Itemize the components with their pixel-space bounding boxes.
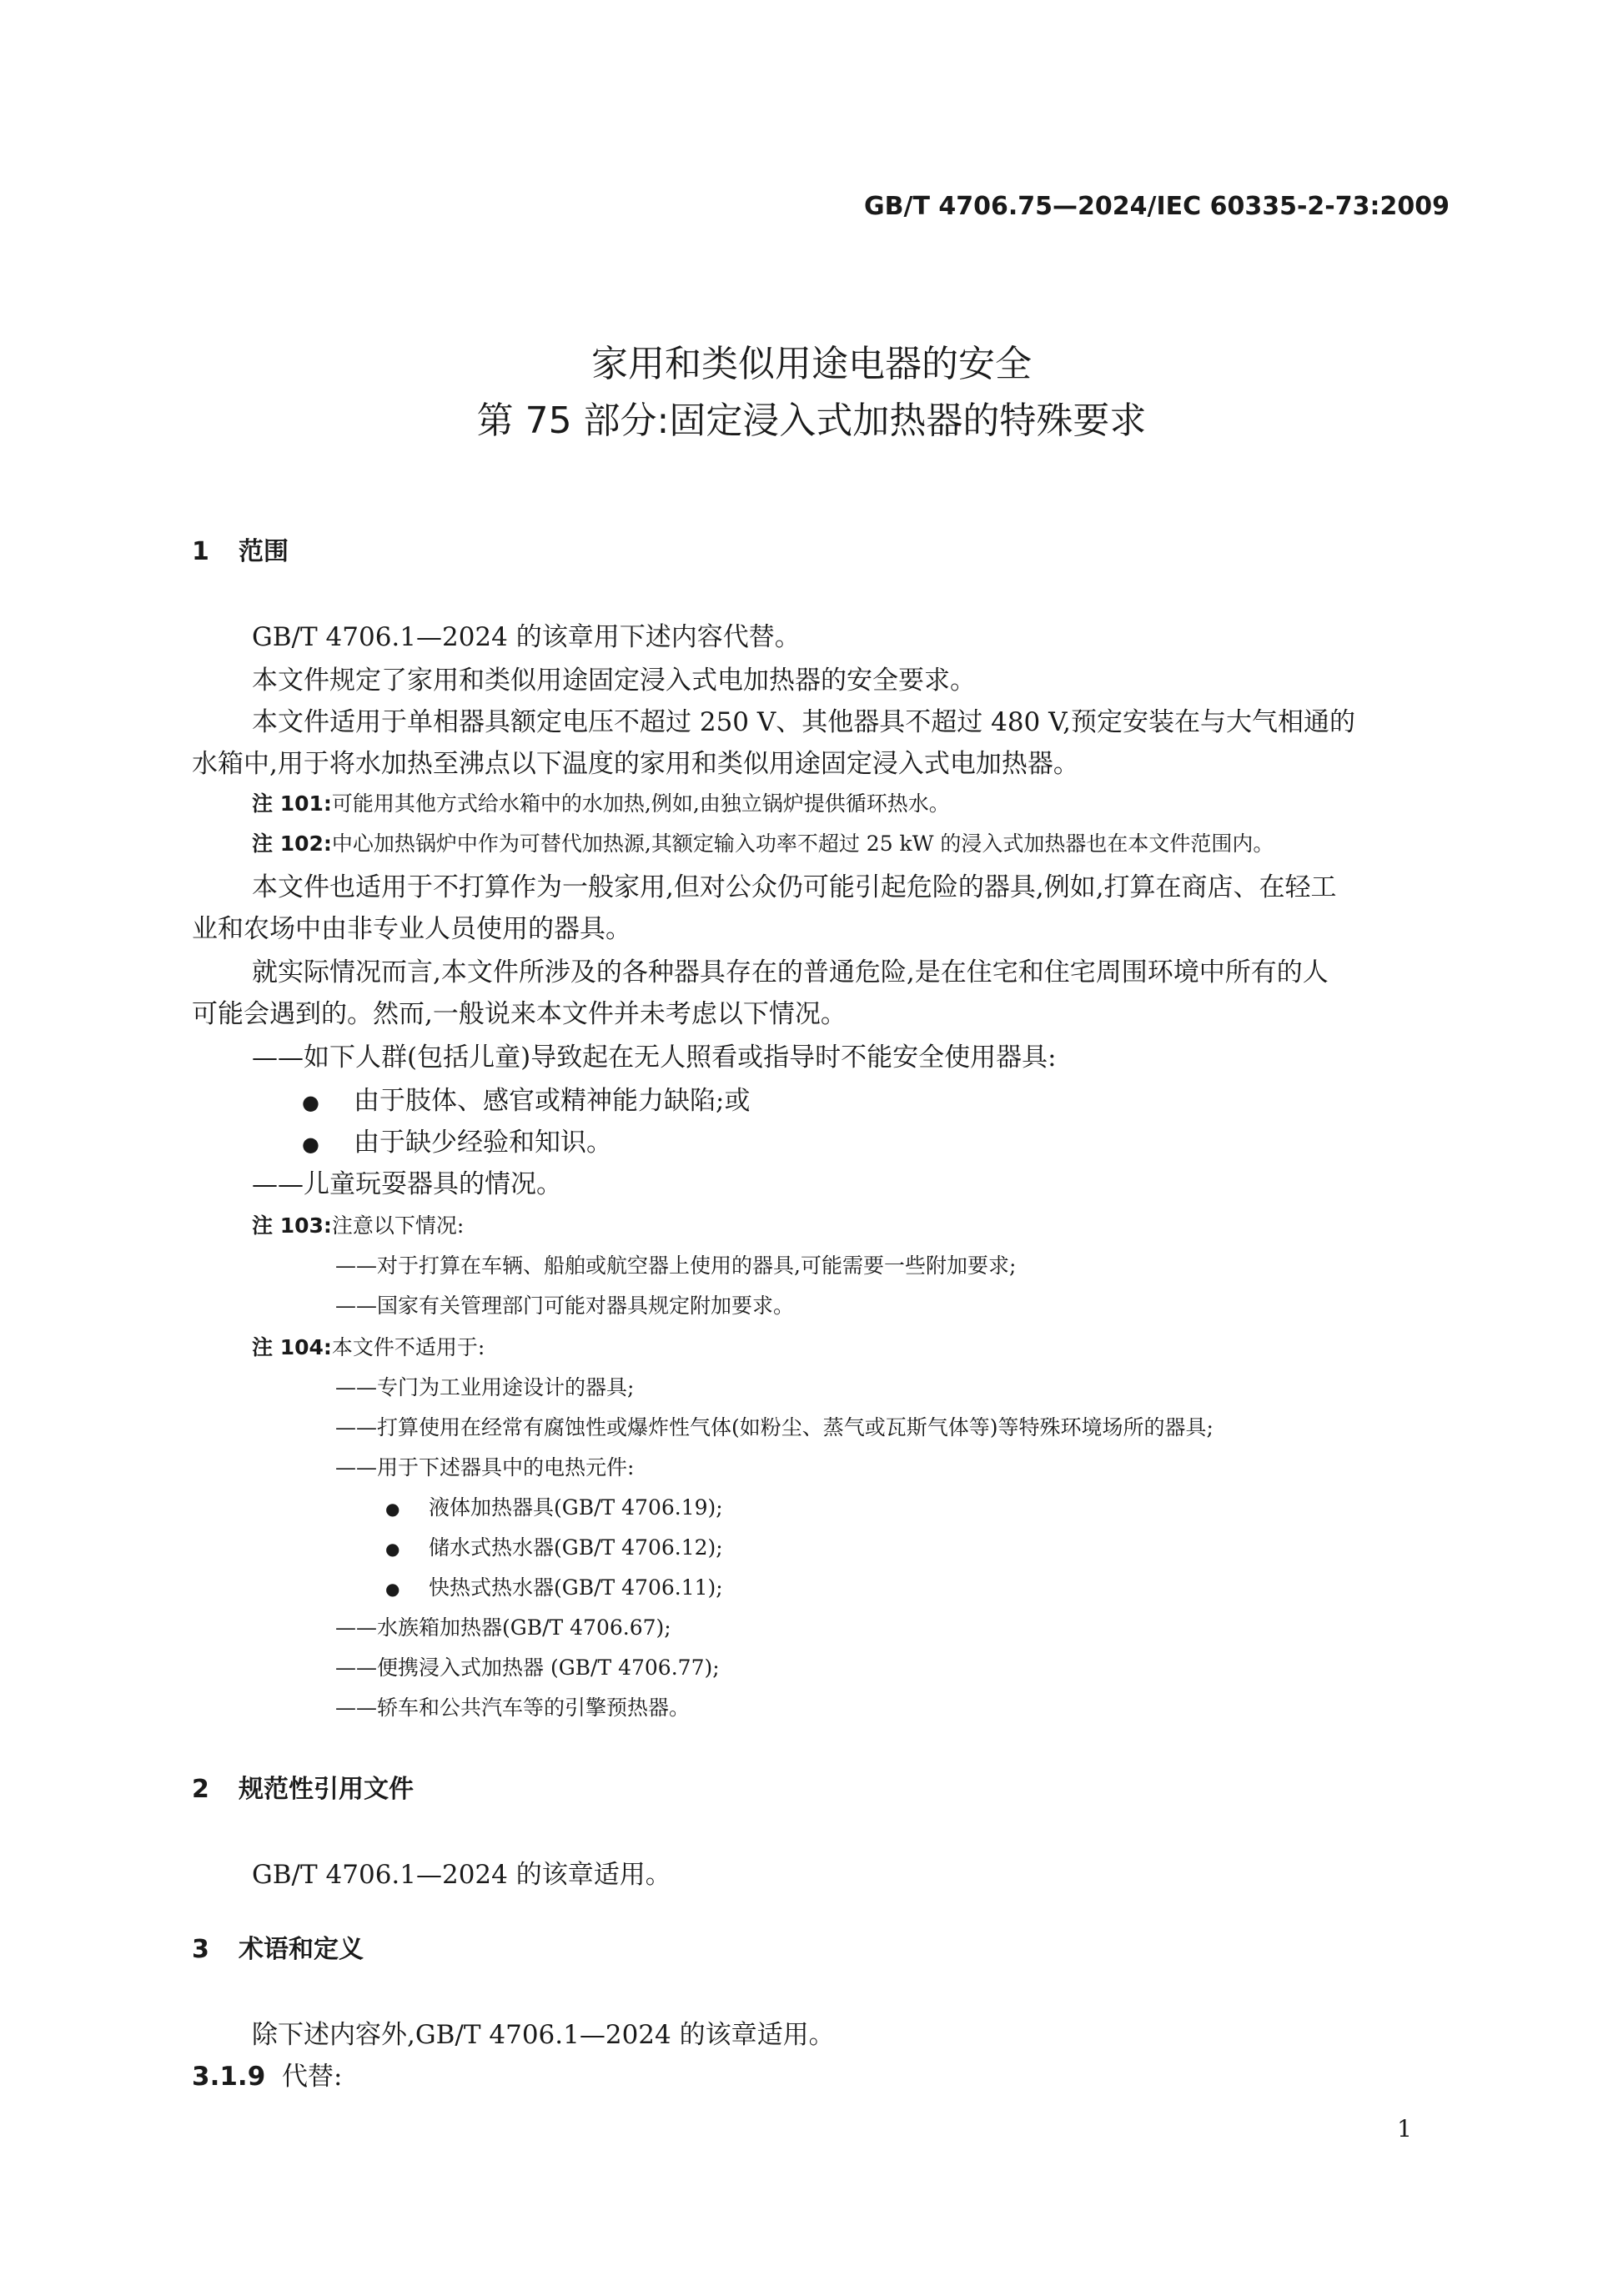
bullet-item-1: ● 由于肢体、感官或精神能力缺陷;或 [302, 1086, 751, 1116]
dash-item-2: ——儿童玩耍器具的情况。 [252, 1169, 562, 1199]
note-text: 中心加热锅炉中作为可替代加热源,其额定输入功率不超过 25 kW 的浸入式加热器也在本文件范围内。 [331, 831, 1274, 856]
note-104-dash-3: ——用于下述器具中的电热元件: [335, 1455, 635, 1480]
section-number: 3 [192, 1935, 209, 1964]
note-104-bullet-1: ● 液体加热器具(GB/T 4706.19); [385, 1495, 723, 1520]
note-104-dash-2: ——打算使用在经常有腐蚀性或爆炸性气体(如粉尘、蒸气或瓦斯气体等)等特殊环境场所的器具; [335, 1415, 1213, 1439]
note-104-bullet-3: ● 快热式热水器(GB/T 4706.11); [385, 1575, 723, 1600]
scope-paragraph-5-line1: 就实际情况而言,本文件所涉及的各种器具存在的普通危险,是在住宅和住宅周围环境中所有的人 [252, 957, 1329, 987]
terms-paragraph-1: 除下述内容外,GB/T 4706.1—2024 的该章适用。 [252, 2020, 835, 2050]
bullet-icon: ● [385, 1499, 400, 1519]
note-104-dash-5: ——便携浸入式加热器 (GB/T 4706.77); [335, 1655, 720, 1680]
refs-paragraph-1: GB/T 4706.1—2024 的该章适用。 [252, 1860, 671, 1890]
clause-3-1-9 [192, 2055, 342, 2093]
page-number: 1 [1397, 2115, 1412, 2143]
bullet-icon: ● [385, 1539, 400, 1559]
scope-paragraph-3-line1: 本文件适用于单相器具额定电压不超过 250 V、其他器具不超过 480 V,预定安装在与大气相通的 [252, 707, 1355, 737]
note-label: 注 103: [252, 1213, 332, 1238]
note-101 [252, 787, 950, 817]
scope-paragraph-5-line2: 可能会遇到的。然而,一般说来本文件并未考虑以下情况。 [192, 999, 847, 1029]
bullet-icon: ● [302, 1133, 319, 1156]
clause-text: 代替: [282, 2062, 343, 2092]
scope-paragraph-2: 本文件规定了家用和类似用途固定浸入式电加热器的安全要求。 [252, 666, 976, 696]
section-title: 规范性引用文件 [239, 1775, 414, 1804]
note-103 [252, 1209, 464, 1239]
bullet-item-2: ● 由于缺少经验和知识。 [302, 1128, 612, 1158]
document-code: GB/T 4706.75—2024/IEC 60335-2-73:2009 [864, 192, 1450, 221]
note-label: 注 102: [252, 831, 332, 856]
note-104 [252, 1331, 485, 1361]
dash-item-1: ——如下人群(包括儿童)导致起在无人照看或指导时不能安全使用器具: [252, 1042, 1057, 1073]
clause-number: 3.1.9 [192, 2062, 266, 2092]
scope-paragraph-3-line2: 水箱中,用于将水加热至沸点以下温度的家用和类似用途固定浸入式电加热器。 [192, 749, 1079, 779]
section-2-heading [192, 1768, 414, 1805]
note-104-dash-1: ——专门为工业用途设计的器具; [335, 1375, 635, 1399]
scope-paragraph-4-line1: 本文件也适用于不打算作为一般家用,但对公众仍可能引起危险的器具,例如,打算在商店、在轻工 [252, 872, 1337, 902]
section-1-heading [192, 530, 289, 567]
note-104-dash-6: ——轿车和公共汽车等的引擎预热器。 [335, 1696, 691, 1720]
section-title: 范围 [239, 537, 289, 566]
bullet-icon: ● [302, 1091, 319, 1114]
note-label: 注 101: [252, 791, 332, 816]
note-104-bullet-2: ● 储水式热水器(GB/T 4706.12); [385, 1535, 723, 1560]
note-text: 可能用其他方式给水箱中的水加热,例如,由独立锅炉提供循环热水。 [331, 791, 950, 816]
document-title-line2: 第 75 部分:固定浸入式加热器的特殊要求 [476, 399, 1147, 442]
bullet-icon: ● [385, 1579, 400, 1599]
section-3-heading [192, 1928, 364, 1965]
document-title-line1: 家用和类似用途电器的安全 [591, 343, 1032, 385]
scope-paragraph-1: GB/T 4706.1—2024 的该章用下述内容代替。 [252, 622, 801, 652]
section-number: 2 [192, 1775, 209, 1804]
note-label: 注 104: [252, 1335, 332, 1359]
note-103-dash-1: ——对于打算在车辆、船舶或航空器上使用的器具,可能需要一些附加要求; [335, 1254, 1017, 1278]
note-text: 注意以下情况: [331, 1213, 465, 1238]
note-104-dash-4: ——水族箱加热器(GB/T 4706.67); [335, 1615, 671, 1640]
section-number: 1 [192, 537, 209, 566]
note-103-dash-2: ——国家有关管理部门可能对器具规定附加要求。 [335, 1294, 795, 1318]
section-title: 术语和定义 [239, 1935, 364, 1964]
note-text: 本文件不适用于: [331, 1335, 485, 1359]
scope-paragraph-4-line2: 业和农场中由非专业人员使用的器具。 [192, 914, 631, 944]
note-102 [252, 827, 1274, 857]
